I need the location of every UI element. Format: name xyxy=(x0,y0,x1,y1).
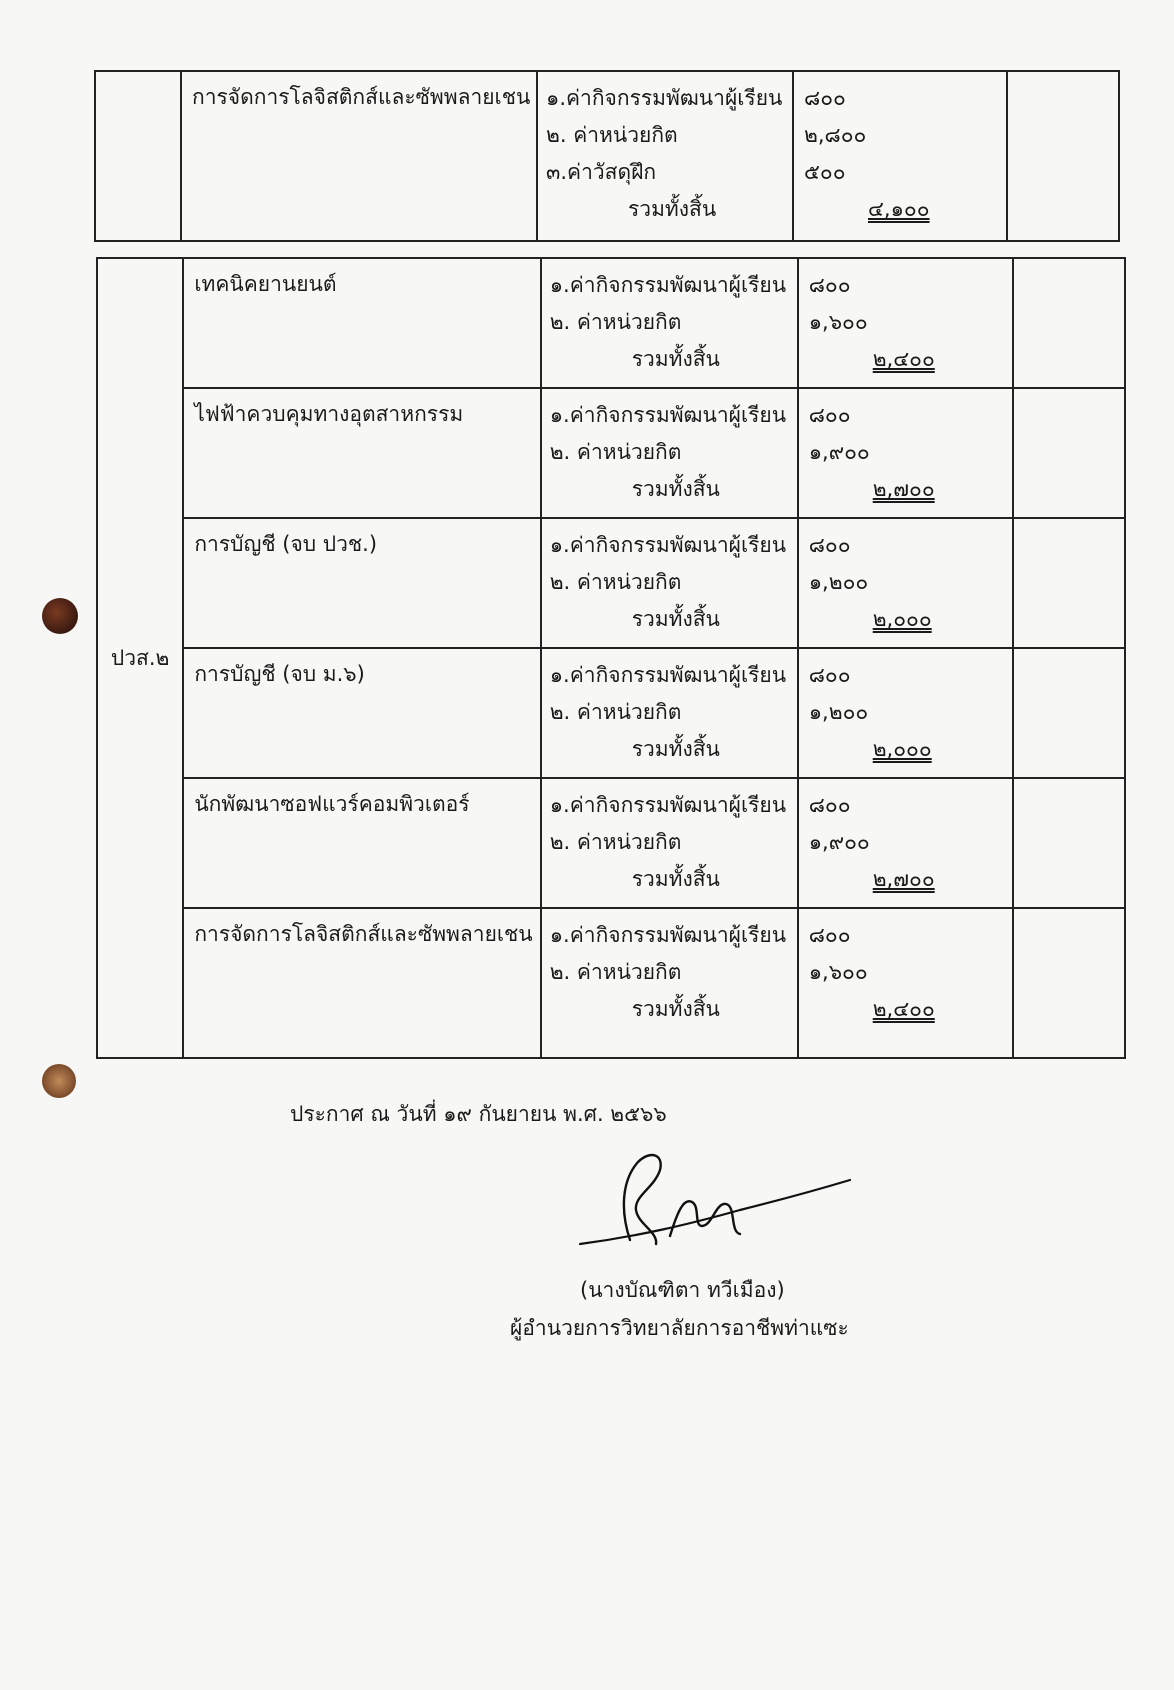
fee-item-label: ๒. ค่าหน่วยกิต xyxy=(549,310,682,334)
remarks-cell xyxy=(1007,71,1119,241)
major-name: การบัญชี (จบ ม.๖) xyxy=(183,648,540,778)
fee-items-cell xyxy=(541,388,798,518)
total-amount: ๒,๗๐๐ xyxy=(872,867,935,891)
remarks-cell xyxy=(1013,258,1125,388)
fee-item-label: ๒. ค่าหน่วยกิต xyxy=(546,123,678,147)
remarks-cell xyxy=(1013,648,1125,778)
major-name: ไฟฟ้าควบคุมทางอุตสาหกรรม xyxy=(183,388,540,518)
fee-amounts-cell xyxy=(798,778,1013,908)
total-amount: ๒,๔๐๐ xyxy=(872,997,935,1021)
fee-amount: ๘๐๐ xyxy=(808,793,851,817)
remarks-cell xyxy=(1013,908,1125,1058)
remarks-cell xyxy=(1013,778,1125,908)
fee-item-label: ๑.ค่ากิจกรรมพัฒนาผู้เรียน xyxy=(549,533,787,557)
fee-item-label: ๒. ค่าหน่วยกิต xyxy=(549,830,682,854)
fee-amount: ๕๐๐ xyxy=(804,160,846,184)
level-cell: ปวส.๒ xyxy=(97,258,183,1058)
fee-item-label: ๑.ค่ากิจกรรมพัฒนาผู้เรียน xyxy=(549,923,787,947)
total-label: รวมทั้งสิ้น xyxy=(631,347,720,371)
fee-table-top xyxy=(94,70,1120,242)
fee-amounts-cell xyxy=(798,518,1013,648)
total-amount: ๒,๔๐๐ xyxy=(872,347,935,371)
fee-amounts-cell xyxy=(798,648,1013,778)
fee-amount: ๘๐๐ xyxy=(808,663,851,687)
fee-item-label: ๒. ค่าหน่วยกิต xyxy=(549,700,682,724)
fee-amount: ๑,๒๐๐ xyxy=(808,700,869,724)
fee-amount: ๘๐๐ xyxy=(808,273,851,297)
fee-amount: ๑,๙๐๐ xyxy=(808,830,870,854)
fee-amount: ๑,๖๐๐ xyxy=(808,310,868,334)
fee-amount: ๘๐๐ xyxy=(808,533,851,557)
fee-item-label: ๑.ค่ากิจกรรมพัฒนาผู้เรียน xyxy=(546,86,783,110)
total-amount: ๒,๐๐๐ xyxy=(872,607,932,631)
table-row xyxy=(97,258,1125,388)
major-name: การจัดการโลจิสติกส์และซัพพลายเชน xyxy=(181,71,537,241)
fee-amount: ๑,๒๐๐ xyxy=(808,570,869,594)
announcement-date: ประกาศ ณ วันที่ ๑๙ กันยายน พ.ศ. ๒๕๖๖ xyxy=(290,1102,667,1126)
fee-items-cell xyxy=(541,908,798,1058)
major-name: นักพัฒนาซอฟแวร์คอมพิวเตอร์ xyxy=(183,778,540,908)
fee-item-label: ๒. ค่าหน่วยกิต xyxy=(549,440,682,464)
fee-items-cell xyxy=(541,778,798,908)
signature xyxy=(560,1140,860,1260)
total-label: รวมทั้งสิ้น xyxy=(631,737,720,761)
total-label: รวมทั้งสิ้น xyxy=(631,477,720,501)
total-amount: ๔,๑๐๐ xyxy=(868,197,930,221)
total-amount: ๒,๗๐๐ xyxy=(872,477,935,501)
fee-items-cell xyxy=(541,518,798,648)
major-name: การบัญชี (จบ ปวช.) xyxy=(183,518,540,648)
fee-amount: ๘๐๐ xyxy=(808,923,851,947)
table-row xyxy=(97,908,1125,1058)
fee-item-label: ๑.ค่ากิจกรรมพัฒนาผู้เรียน xyxy=(549,273,787,297)
total-amount: ๒,๐๐๐ xyxy=(872,737,932,761)
major-name: การจัดการโลจิสติกส์และซัพพลายเชน xyxy=(183,908,540,1058)
major-name: เทคนิคยานยนต์ xyxy=(183,258,540,388)
fee-item-label: ๓.ค่าวัสดุฝึก xyxy=(546,160,657,184)
table-row xyxy=(97,648,1125,778)
fee-amounts-cell xyxy=(798,908,1013,1058)
remarks-cell xyxy=(1013,518,1125,648)
total-label: รวมทั้งสิ้น xyxy=(631,607,720,631)
remarks-cell xyxy=(1013,388,1125,518)
fee-item-label: ๑.ค่ากิจกรรมพัฒนาผู้เรียน xyxy=(549,403,787,427)
punch-hole xyxy=(42,1064,76,1098)
table-row xyxy=(95,71,1119,241)
fee-amounts-cell xyxy=(798,258,1013,388)
signer-name: (นางบัณฑิตา ทวีเมือง) xyxy=(580,1278,785,1302)
fee-amounts-cell xyxy=(798,388,1013,518)
fee-amount: ๘๐๐ xyxy=(804,86,846,110)
fee-item-label: ๒. ค่าหน่วยกิต xyxy=(549,570,682,594)
level-cell xyxy=(95,71,181,241)
fee-amount: ๘๐๐ xyxy=(808,403,851,427)
fee-items-cell xyxy=(541,648,798,778)
fee-items-cell xyxy=(541,258,798,388)
fee-item-label: ๑.ค่ากิจกรรมพัฒนาผู้เรียน xyxy=(549,793,787,817)
fee-amount: ๑,๖๐๐ xyxy=(808,960,868,984)
table-row xyxy=(97,388,1125,518)
fee-item-label: ๒. ค่าหน่วยกิต xyxy=(549,960,682,984)
fee-amounts-cell xyxy=(793,71,1007,241)
total-label: รวมทั้งสิ้น xyxy=(631,997,720,1021)
table-row xyxy=(97,518,1125,648)
signer-title: ผู้อำนวยการวิทยาลัยการอาชีพท่าแซะ xyxy=(510,1316,849,1340)
table-row xyxy=(97,778,1125,908)
fee-items-cell xyxy=(537,71,793,241)
fee-table-main xyxy=(96,257,1126,1059)
fee-amount: ๒,๘๐๐ xyxy=(804,123,867,147)
punch-hole xyxy=(42,598,78,634)
total-label: รวมทั้งสิ้น xyxy=(631,867,720,891)
total-label: รวมทั้งสิ้น xyxy=(628,197,717,221)
fee-amount: ๑,๙๐๐ xyxy=(808,440,870,464)
fee-item-label: ๑.ค่ากิจกรรมพัฒนาผู้เรียน xyxy=(549,663,787,687)
